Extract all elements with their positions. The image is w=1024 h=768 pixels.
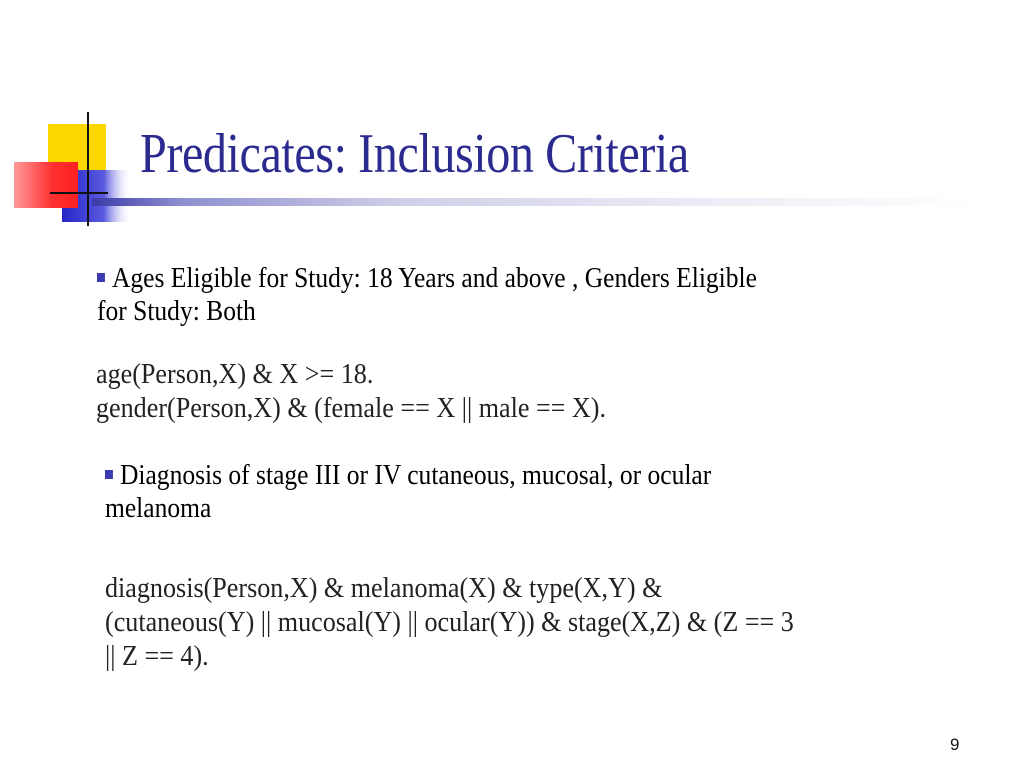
page-number: 9 <box>950 735 960 754</box>
criterion-1-line-1: Ages Eligible for Study: 18 Years and above , Genders Eligible <box>111 262 757 294</box>
criterion-1-logic <box>96 357 606 425</box>
title-underline <box>92 198 972 206</box>
bullet-square-icon <box>105 470 113 479</box>
criterion-2-line-1: Diagnosis of stage III or IV cutaneous, mucosal, or ocular <box>119 459 712 491</box>
slide-title: Predicates: Inclusion Criteria <box>140 123 689 185</box>
criterion-2-logic-line-3: || Z == 4). <box>105 640 209 672</box>
red-square <box>14 162 78 208</box>
criterion-2-logic <box>105 571 794 673</box>
criterion-1-bullet <box>97 262 757 328</box>
criterion-1-line-2: for Study: Both <box>97 295 256 327</box>
criterion-2-logic-line-1: diagnosis(Person,X) & melanoma(X) & type(X,Y) & <box>105 572 663 604</box>
criterion-1-logic-line-2: gender(Person,X) & (female == X || male == X). <box>96 392 606 424</box>
criterion-2-logic-line-2: (cutaneous(Y) || mucosal(Y) || ocular(Y)) & stage(X,Z) & (Z == 3 <box>105 606 794 638</box>
criterion-2-line-2: melanoma <box>105 492 212 524</box>
bullet-square-icon <box>97 273 105 282</box>
criterion-1-logic-line-1: age(Person,X) & X >= 18. <box>96 358 374 390</box>
criterion-2-bullet <box>105 459 711 525</box>
